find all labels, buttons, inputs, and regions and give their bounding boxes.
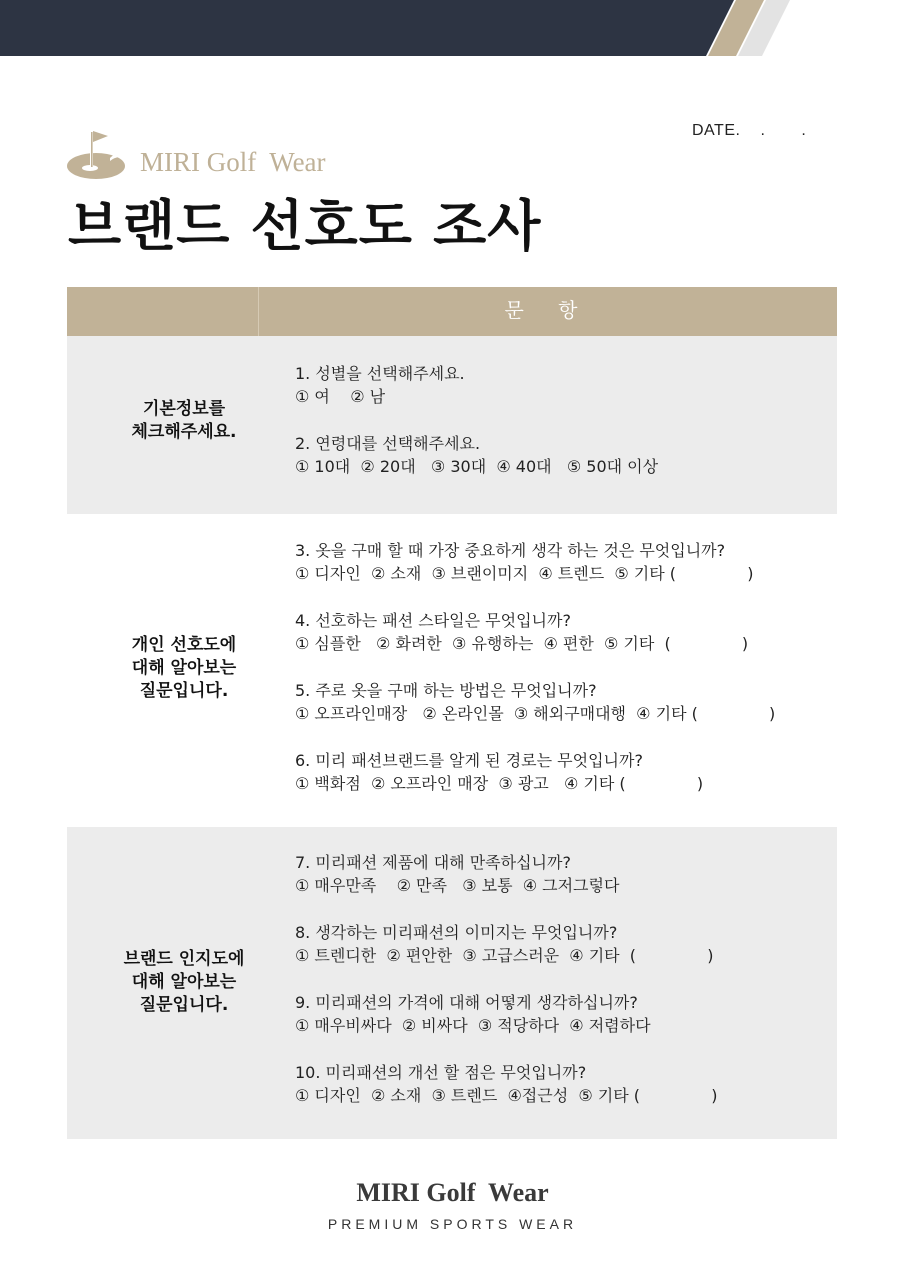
question-item bbox=[295, 851, 717, 897]
answer-options: ① 디자인 ② 소재 ③ 트렌드 ④접근성 ⑤ 기타 ( ) bbox=[295, 1086, 718, 1105]
table-header bbox=[67, 287, 837, 336]
question-text: 9. 미리패션의 가격에 대해 어떻게 생각하십니까? bbox=[295, 993, 638, 1012]
question-text: 4. 선호하는 패션 스타일은 무엇입니까? bbox=[295, 611, 571, 630]
section-label-line: 대해 알아보는 bbox=[131, 972, 237, 992]
footer-brand: MIRI Golf Wear bbox=[356, 1178, 549, 1207]
question-item bbox=[295, 679, 775, 725]
answer-options: ① 오프라인매장 ② 온라인몰 ③ 해외구매대행 ④ 기타 ( ) bbox=[295, 704, 776, 723]
brand-name: MIRI Golf Wear bbox=[140, 147, 326, 177]
date-label: DATE. bbox=[692, 122, 741, 139]
answer-options: ① 10대 ② 20대 ③ 30대 ④ 40대 ⑤ 50대 이상 bbox=[295, 457, 659, 476]
question-item bbox=[295, 991, 717, 1037]
section-label-line: 질문입니다. bbox=[139, 995, 229, 1015]
answer-options: ① 매우만족 ② 만족 ③ 보통 ④ 그저그렇다 bbox=[295, 876, 620, 895]
section-label bbox=[67, 398, 301, 444]
section-label-line: 대해 알아보는 bbox=[131, 658, 237, 678]
section-personal-preference bbox=[67, 514, 837, 827]
section-basic-info bbox=[67, 336, 837, 514]
question-list bbox=[295, 851, 717, 1107]
answer-options: ① 트렌디한 ② 편안한 ③ 고급스러운 ④ 기타 ( ) bbox=[295, 946, 714, 965]
question-text: 5. 주로 옷을 구매 하는 방법은 무엇입니까? bbox=[295, 681, 597, 700]
section-label-line: 질문입니다. bbox=[139, 681, 229, 701]
question-item bbox=[295, 609, 775, 655]
question-list bbox=[295, 362, 658, 478]
section-label-line: 개인 선호도에 bbox=[131, 635, 237, 655]
page-title: 브랜드 선호도 조사 bbox=[68, 194, 542, 258]
question-item bbox=[295, 432, 658, 478]
section-label-line: 브랜드 인지도에 bbox=[123, 949, 245, 969]
question-list bbox=[295, 539, 775, 795]
top-decorative-band bbox=[0, 0, 905, 56]
question-item bbox=[295, 539, 775, 585]
question-item bbox=[295, 362, 658, 408]
question-text: 8. 생각하는 미리패션의 이미지는 무엇입니까? bbox=[295, 923, 618, 942]
date-field bbox=[692, 122, 806, 140]
footer-tagline: PREMIUM SPORTS WEAR bbox=[327, 1216, 578, 1232]
question-text: 6. 미리 패션브랜드를 알게 된 경로는 무엇입니까? bbox=[295, 751, 643, 770]
answer-options: ① 백화점 ② 오프라인 매장 ③ 광고 ④ 기타 ( ) bbox=[295, 774, 704, 793]
section-label bbox=[67, 634, 301, 703]
date-separator: . bbox=[801, 122, 807, 139]
answer-options: ① 여 ② 남 bbox=[295, 387, 386, 406]
answer-options: ① 디자인 ② 소재 ③ 브랜이미지 ④ 트렌드 ⑤ 기타 ( ) bbox=[295, 564, 754, 583]
answer-options: ① 매우비싸다 ② 비싸다 ③ 적당하다 ④ 저렴하다 bbox=[295, 1016, 651, 1035]
section-brand-awareness bbox=[67, 827, 837, 1139]
question-text: 2. 연령대를 선택해주세요. bbox=[295, 434, 481, 453]
answer-options: ① 심플한 ② 화려한 ③ 유행하는 ④ 편한 ⑤ 기타 ( ) bbox=[295, 634, 749, 653]
question-text: 10. 미리패션의 개선 할 점은 무엇입니까? bbox=[295, 1063, 587, 1082]
golf-flag-logo-icon bbox=[66, 128, 130, 180]
table-header-label: 문 항 bbox=[504, 298, 592, 322]
question-text: 1. 성별을 선택해주세요. bbox=[295, 364, 465, 383]
section-label-line: 기본정보를 bbox=[142, 399, 226, 419]
section-label-line: 체크해주세요. bbox=[131, 422, 237, 442]
question-text: 7. 미리패션 제품에 대해 만족하십니까? bbox=[295, 853, 571, 872]
question-item bbox=[295, 749, 775, 795]
section-label bbox=[67, 948, 301, 1017]
question-item bbox=[295, 921, 717, 967]
question-text: 3. 옷을 구매 할 때 가장 중요하게 생각 하는 것은 무엇입니까? bbox=[295, 541, 726, 560]
question-item bbox=[295, 1061, 717, 1107]
date-separator: . bbox=[760, 122, 766, 139]
